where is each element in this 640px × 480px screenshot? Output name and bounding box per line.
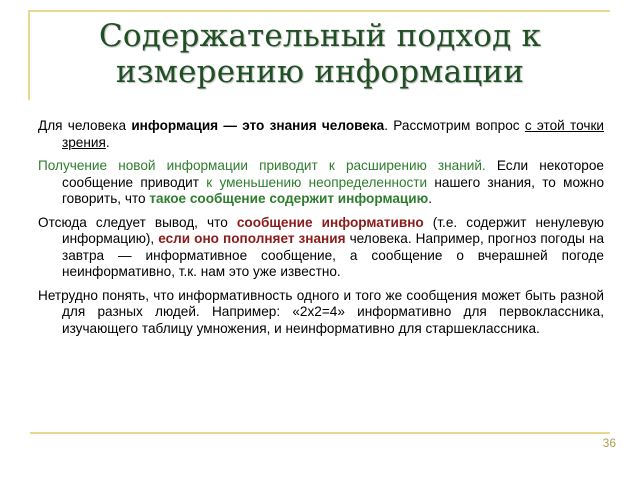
paragraph-4 [38,288,604,338]
decorative-bottom-line [30,432,610,434]
p3-text-e: человека. Например, прогноз погоды на завтра — информативное сообщение, а сообщение о вчерашней погоде неинформативно, т.к. нам это уже известно. [62,231,605,279]
paragraph-3 [38,215,604,281]
p3-text-c: (т.е. содержит ненулевую информацию), [62,214,605,246]
p1-text-c: . Рассмотрим вопрос [384,118,525,133]
p1-underlined-phrase: с этой точки зрения [62,118,604,150]
p2-text-f: . [428,191,433,206]
paragraph-2 [38,158,604,208]
p2-green-sentence: Получение новой информации приводит к расширению знаний. [38,158,486,173]
decorative-top-line [30,10,610,12]
p1-bold-definition: информация — это знания человека [131,118,385,133]
slide-body [38,118,604,344]
p1-text-e: . [105,134,110,150]
p3-red-bold-phrase-1: сообщение информативно [236,214,424,230]
decorative-left-line [28,10,30,100]
p2-green-phrase: к уменьшению неопределенности [206,174,428,190]
p3-text-a: Отсюда следует вывод, что [38,214,237,230]
p4-text-a: Нетрудно понять, что информативность одного и того же сообщения может быть разной для разных людей. Например: «2х2=4» информативно для первоклассника, изучающего таблицу умножения, и неинформативно для старшеклассника. [38,287,604,336]
p2-green-bold-phrase: такое сообщение содержит информацию [149,191,429,206]
slide-title: Содержательный подход к измерению информации [98,18,542,90]
page-number: 36 [602,436,616,450]
p2-text-d: нашего знания, то можно говорить, что [62,174,605,206]
paragraph-1 [38,118,604,151]
p2-text-b: Если некоторое сообщение приводит [62,158,604,190]
p3-red-bold-phrase-2: если оно пополняет знания [158,231,346,246]
p1-text-a: Для человека [38,118,132,133]
